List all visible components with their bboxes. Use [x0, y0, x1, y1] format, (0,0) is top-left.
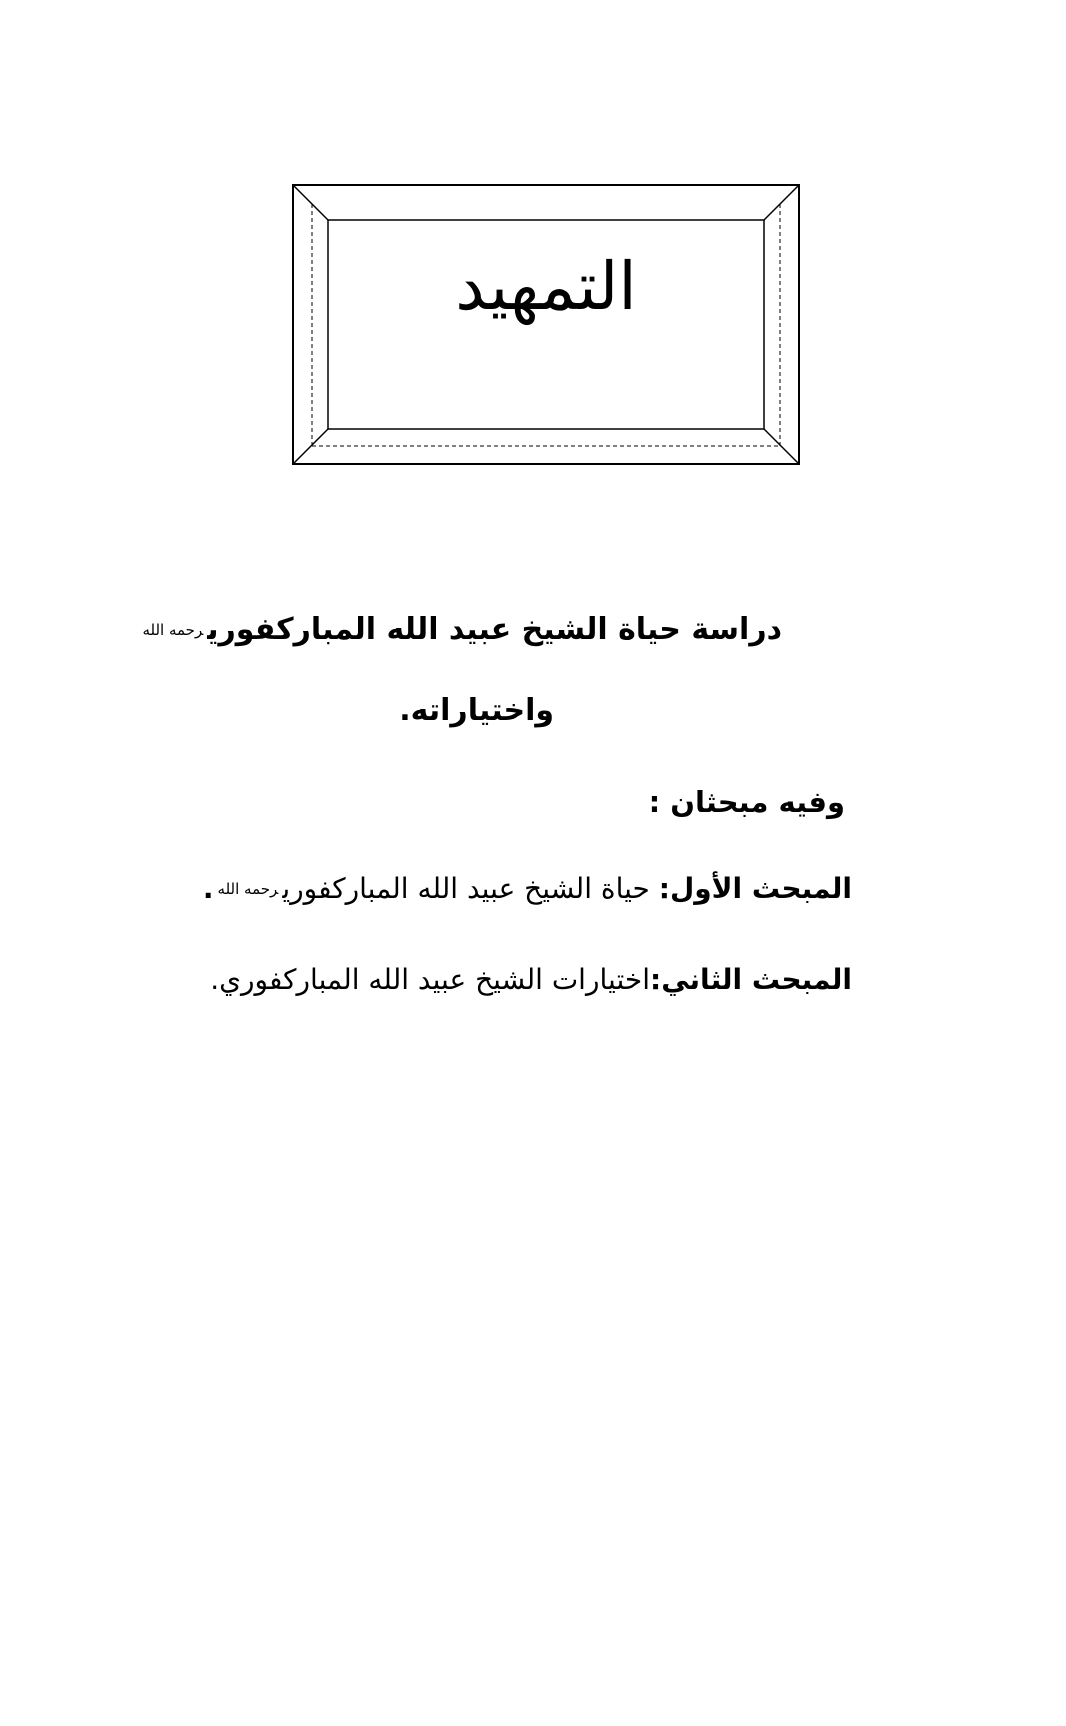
honorific-mark: رحمه الله — [217, 880, 279, 898]
honorific-mark: رحمه الله — [142, 621, 204, 639]
list-item — [202, 872, 852, 905]
intro-text: وفيه مبحثان : — [648, 785, 845, 819]
heading-line-1 — [138, 612, 782, 647]
list-item — [210, 963, 852, 996]
title-frame — [292, 184, 800, 465]
item-text: حياة الشيخ عبيد الله المباركفوري — [282, 872, 650, 905]
item-label: المبحث الثاني: — [650, 963, 852, 996]
heading-line-2: واختياراته. — [399, 693, 554, 728]
heading-text: دراسة حياة الشيخ عبيد الله المباركفوري — [207, 612, 782, 647]
page-title: التمهيد — [455, 248, 637, 325]
item-end: . — [202, 872, 214, 905]
item-label: المبحث الأول: — [658, 872, 852, 905]
item-text: اختيارات الشيخ عبيد الله المباركفوري. — [210, 963, 651, 996]
